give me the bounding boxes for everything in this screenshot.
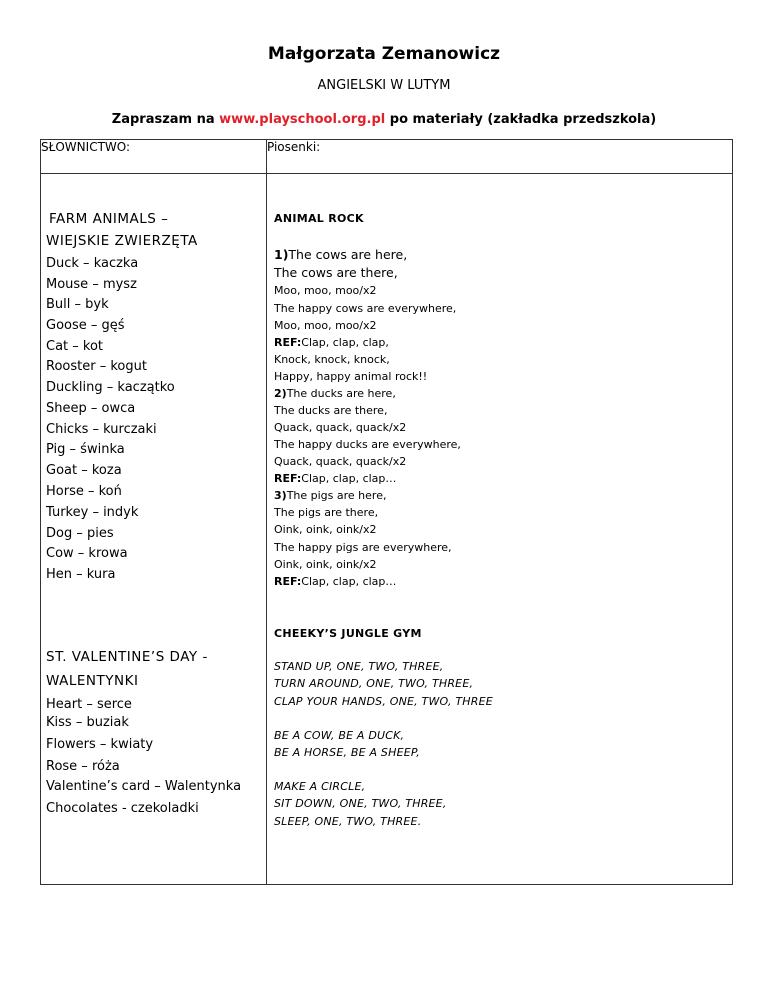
vocabulary-item: Bull – byk (46, 297, 109, 312)
lyric-line (274, 353, 390, 366)
lyric-line (274, 472, 396, 485)
lyric-line (274, 370, 427, 383)
vocabulary-item: Rooster – kogut (46, 359, 147, 374)
vocabulary-item: Valentine’s card – Walentynka (46, 779, 242, 794)
vocabulary-item: Flowers – kwiaty (46, 737, 154, 752)
invite-suffix: po materiały (zakładka przedszkola) (385, 112, 657, 127)
valentines-heading-line2: WALENTYNKI (46, 673, 139, 689)
lyric-line: CLAP YOUR HANDS, ONE, TWO, THREE (274, 695, 493, 708)
lyric-text: The pigs are here, (286, 489, 387, 502)
lyric-text: The ducks are here, (286, 387, 396, 400)
document-subtitle: ANGIELSKI W LUTYM (317, 78, 451, 93)
valentines-heading-line1: ST. VALENTINE’S DAY - (46, 649, 208, 665)
jungle-gym-title: CHEEKY’S JUNGLE GYM (274, 627, 422, 640)
lyric-line: SLEEP, ONE, TWO, THREE. (274, 815, 422, 828)
lyric-prefix: 2) (274, 387, 287, 400)
lyric-text: Happy, happy animal rock!! (274, 370, 428, 383)
lyric-text: The cows are there, (274, 265, 398, 280)
lyric-text: Moo, moo, moo/x2 (274, 284, 377, 297)
lyric-line (274, 523, 377, 536)
vocabulary-item: Rose – róża (46, 759, 120, 774)
lyric-text: Oink, oink, oink/x2 (274, 558, 377, 571)
lyric-text: Knock, knock, knock, (274, 353, 390, 366)
lyric-prefix: REF: (274, 336, 302, 349)
lyric-prefix: 3) (274, 489, 287, 502)
lyric-line (274, 336, 389, 349)
vocabulary-column-header: SŁOWNICTWO: (41, 140, 267, 174)
vocabulary-item: Heart – serce (46, 697, 132, 712)
lyric-line (274, 387, 396, 400)
lyric-line (274, 541, 452, 554)
lyric-line (274, 319, 377, 332)
lyric-line (274, 302, 456, 315)
lyric-text: Clap, clap, clap… (301, 575, 397, 588)
vocabulary-item: Cow – krowa (46, 546, 128, 561)
vocabulary-item: Goat – koza (46, 463, 122, 478)
lyric-prefix: REF: (274, 472, 302, 485)
lyric-text: Moo, moo, moo/x2 (274, 319, 377, 332)
lyric-line: BE A COW, BE A DUCK, (274, 729, 405, 742)
lyric-line (274, 284, 377, 297)
playschool-link[interactable]: www.playschool.org.pl (219, 112, 386, 127)
vocabulary-item: Sheep – owca (46, 401, 136, 416)
lyric-text: The cows are here, (288, 247, 408, 262)
vocabulary-item: Horse – koń (46, 484, 122, 499)
vocabulary-item: Dog – pies (46, 526, 114, 541)
lyric-text: Clap, clap, clap, (301, 336, 389, 349)
invitation-line (0, 112, 768, 127)
lyric-text: The happy cows are everywhere, (274, 302, 457, 315)
lyric-text: The pigs are there, (274, 506, 379, 519)
farm-animals-heading-line2: WIEJSKIE ZWIERZĘTA (46, 233, 198, 249)
vocabulary-item: Mouse – mysz (46, 277, 137, 292)
vocabulary-item: Duck – kaczka (46, 256, 139, 271)
vocabulary-item: Duckling – kaczątko (46, 380, 175, 395)
songs-column-header: Piosenki: (267, 140, 733, 174)
lyric-line (274, 506, 378, 519)
lyric-line: SIT DOWN, ONE, TWO, THREE, (274, 797, 447, 810)
lyric-text: Clap, clap, clap… (301, 472, 397, 485)
invite-prefix: Zapraszam na (111, 112, 220, 127)
lyric-line: STAND UP, ONE, TWO, THREE, (274, 660, 444, 673)
vocabulary-item: Pig – świnka (46, 442, 125, 457)
lyric-text: Oink, oink, oink/x2 (274, 523, 377, 536)
vocabulary-item: Turkey – indyk (46, 505, 139, 520)
lyric-text: Quack, quack, quack/x2 (274, 455, 407, 468)
lyric-text: The happy pigs are everywhere, (274, 541, 452, 554)
lyric-line: MAKE A CIRCLE, (274, 780, 366, 793)
lyric-prefix: REF: (274, 575, 302, 588)
lyric-line (274, 455, 406, 468)
farm-animals-heading-line1: FARM ANIMALS – (49, 211, 169, 227)
vocabulary-item: Cat – kot (46, 339, 104, 354)
author-name: Małgorzata Zemanowicz (267, 44, 501, 64)
lyric-text: The happy ducks are everywhere, (274, 438, 461, 451)
lyric-line (274, 404, 387, 417)
vocabulary-item: Chicks – kurczaki (46, 422, 157, 437)
vocabulary-item: Chocolates - czekoladki (46, 801, 199, 816)
vocabulary-item: Kiss – buziak (46, 715, 129, 730)
lyric-line (274, 265, 398, 280)
lyric-text: The ducks are there, (274, 404, 388, 417)
lyric-line (274, 247, 407, 262)
lyric-line (274, 489, 386, 502)
lyric-line (274, 558, 377, 571)
vocabulary-item: Hen – kura (46, 567, 116, 582)
lyric-line: BE A HORSE, BE A SHEEP, (274, 746, 420, 759)
lyric-line: TURN AROUND, ONE, TWO, THREE, (274, 677, 474, 690)
lyric-text: Quack, quack, quack/x2 (274, 421, 407, 434)
lyric-line (274, 438, 461, 451)
lyric-prefix: 1) (274, 247, 289, 262)
lyric-line (274, 575, 396, 588)
lyric-line (274, 421, 406, 434)
animal-rock-title: ANIMAL ROCK (274, 212, 364, 225)
vocabulary-item: Goose – gęś (46, 318, 125, 333)
